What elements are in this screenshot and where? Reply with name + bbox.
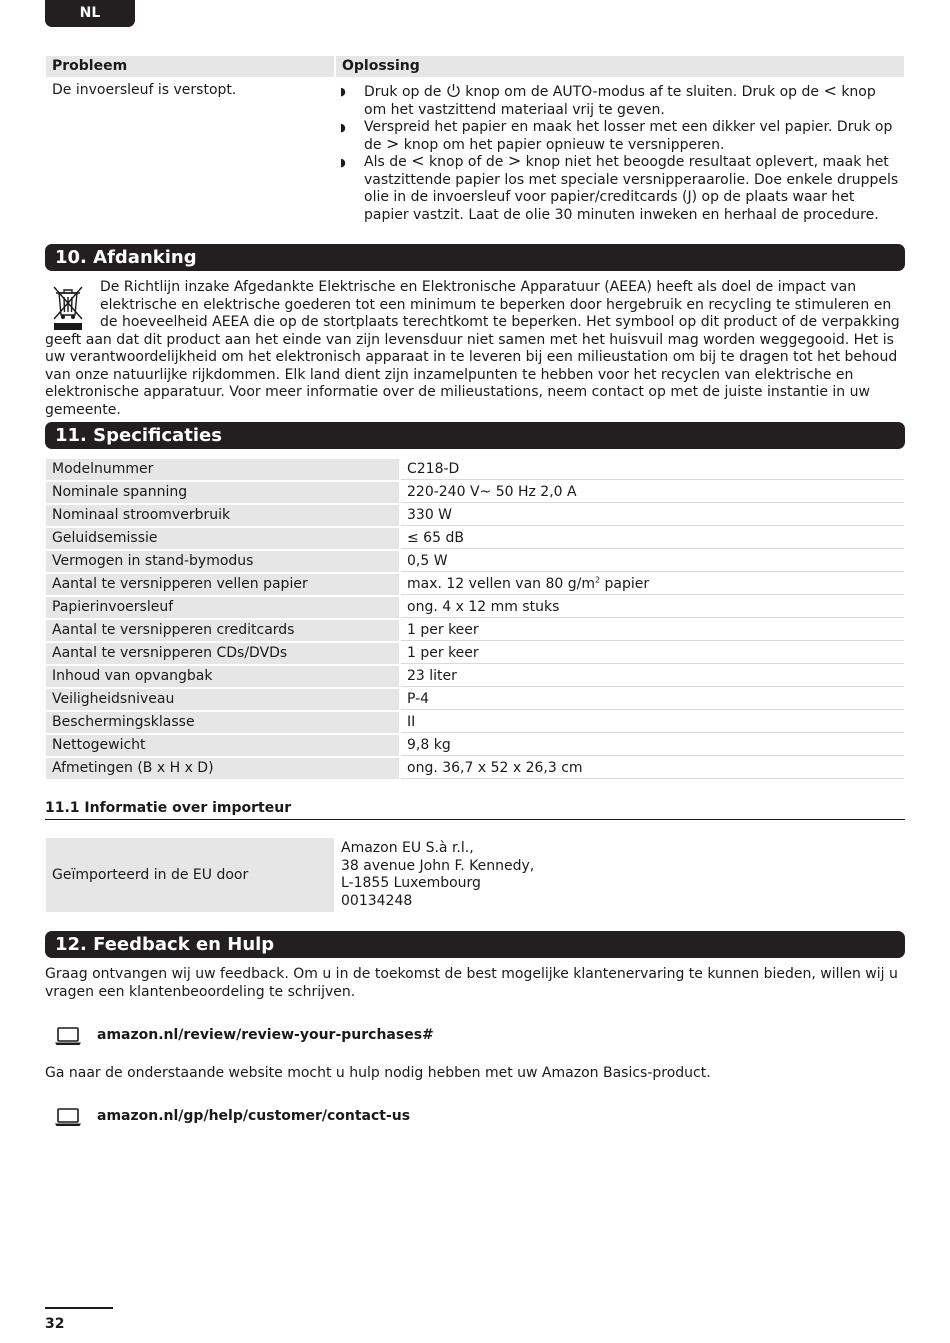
importer-line: 00134248	[341, 892, 413, 909]
problem-cell: De invoersleuf is verstopt.	[52, 82, 237, 98]
help-text: Ga naar de onderstaande website mocht u hulp nodig hebben met uw Amazon Basics-product.	[45, 1065, 711, 1081]
problem-column-header: Probleem	[46, 56, 334, 77]
help-link[interactable]: amazon.nl/gp/help/customer/contact-us	[97, 1108, 411, 1124]
spec-key: Aantal te versnipperen creditcards	[46, 620, 399, 641]
spec-key: Aantal te versnipperen CDs/DVDs	[46, 643, 399, 664]
spec-key: Veiligheidsniveau	[46, 689, 399, 710]
language-tab: NL	[45, 0, 135, 27]
spec-key: Aantal te versnipperen vellen papier	[46, 574, 399, 595]
spec-row	[45, 482, 905, 505]
spec-key: Inhoud van opvangbak	[46, 666, 399, 687]
solution-column-header: Oplossing	[336, 56, 904, 77]
spec-key: Nominale spanning	[46, 482, 399, 503]
forward-arrow-icon: >	[507, 151, 522, 170]
reverse-arrow-icon: <	[411, 151, 425, 170]
power-icon	[446, 83, 461, 98]
spec-row	[45, 643, 905, 666]
spec-row	[45, 689, 905, 712]
feedback-text: Graag ontvangen wij uw feedback. Om u in de toekomst de best mogelijke klantenervaring te kunnen bieden, willen wij u vragen een klantenbeoordeling te schrijven.	[45, 966, 898, 1000]
spec-table	[45, 459, 905, 781]
spec-key: Beschermingsklasse	[46, 712, 399, 733]
spec-value: 23 liter	[401, 666, 904, 687]
spec-value: ong. 4 x 12 mm stuks	[401, 597, 904, 618]
spec-value: II	[401, 712, 904, 733]
footer-rule	[45, 1307, 113, 1309]
solution-item: ◗ Druk op de knop om de AUTO-modus af te sluiten. Druk op de < knop om het vastzittend materiaal vrij te geven.	[340, 81, 876, 118]
solution-list	[340, 83, 900, 224]
disposal-text: De Richtlijn inzake Afgedankte Elektrische en Elektronische Apparatuur (AEEA) heeft als doel de impact van elektrische en elektrische goederen tot een minimum te beperken door hergebruik en recycling te stimuleren en de hoeveelheid AEEA die op de stortplaats terechtkomt te beperken. Het symbool op dit product of de verpakking geeft aan dat dit product aan het einde van zijn levensduur niet samen met het huisvuil mag worden weggegooid. Het is uw verantwoordelijkheid om het elektronisch apparaat in te leveren bij een milieustation om bij te dragen tot het behoud van onze natuurlijke rijkdommen. Elk land dient zijn inzamelpunten te hebben voor het recyclen van elektrische en elektronische apparatuur. Voor meer informatie over de milieustations, neem contact op met de juiste instantie in uw gemeente.	[45, 279, 900, 418]
spec-key: Modelnummer	[46, 459, 399, 480]
spec-row	[45, 735, 905, 758]
importer-heading: 11.1 Informatie over importeur	[45, 800, 905, 820]
spec-row	[45, 459, 905, 482]
importer-key: Geïmporteerd in de EU door	[46, 838, 334, 912]
spec-key: Vermogen in stand-bymodus	[46, 551, 399, 572]
laptop-icon	[54, 1026, 82, 1046]
spec-key: Afmetingen (B x H x D)	[46, 758, 399, 779]
spec-value: max. 12 vellen van 80 $g/m^2$ papier	[401, 574, 904, 595]
spec-value: ≤ 65 dB	[401, 528, 904, 549]
disposal-text-block	[45, 279, 907, 419]
section-title-specs: 11. Specificaties	[45, 422, 905, 449]
importer-address	[341, 840, 741, 910]
spec-value: 0,5 W	[401, 551, 904, 572]
spec-value: ong. 36,7 x 52 x 26,3 cm	[401, 758, 904, 779]
forward-arrow-icon: >	[385, 133, 400, 153]
bullet-icon: ◗	[340, 121, 346, 134]
spec-key: Nominaal stroomverbruik	[46, 505, 399, 526]
review-link[interactable]: amazon.nl/review/review-your-purchases#	[97, 1027, 434, 1043]
spec-row	[45, 574, 905, 597]
section-title-disposal: 10. Afdanking	[45, 244, 905, 271]
spec-value: 1 per keer	[401, 620, 904, 641]
reverse-arrow-icon: <	[823, 81, 837, 100]
spec-row	[45, 620, 905, 643]
spec-row	[45, 597, 905, 620]
spec-value: 1 per keer	[401, 643, 904, 664]
spec-key: Nettogewicht	[46, 735, 399, 756]
importer-line: L-1855 Luxembourg	[341, 875, 481, 891]
spec-row	[45, 551, 905, 574]
page-number: 32	[45, 1316, 65, 1332]
spec-value: 9,8 kg	[401, 735, 904, 756]
spec-row	[45, 528, 905, 551]
solution-item: ◗ Als de < knop of de > knop niet het beoogde resultaat oplevert, maak het vastzittende papier los met speciale versnipperaarolie. Doe enkele druppels olie in de invoersleuf voor papier/creditcards (J) op de plaats waar het papier vastzit. Laat de olie 30 minuten inweken en herhaal de procedure.	[340, 151, 899, 223]
spec-row	[45, 666, 905, 689]
spec-key: Geluidsemissie	[46, 528, 399, 549]
bullet-icon: ◗	[340, 85, 346, 98]
laptop-icon	[54, 1107, 82, 1127]
spec-value: 330 W	[401, 505, 904, 526]
bullet-icon: ◗	[340, 156, 346, 169]
solution-item: ◗ Verspreid het papier en maak het losser met een dikker vel papier. Druk op de > knop om het papier opnieuw te versnipperen.	[340, 119, 893, 153]
spec-value: P-4	[401, 689, 904, 710]
spec-key: Papierinvoersleuf	[46, 597, 399, 618]
spec-value: C218-D	[401, 459, 904, 480]
spec-row	[45, 758, 905, 781]
section-title-feedback: 12. Feedback en Hulp	[45, 931, 905, 958]
spec-value: 220-240 V~ 50 Hz 2,0 A	[401, 482, 904, 503]
spec-row	[45, 712, 905, 735]
importer-line: Amazon EU S.à r.l.,	[341, 840, 474, 856]
spec-row	[45, 505, 905, 528]
importer-line: 38 avenue John F. Kennedy,	[341, 857, 535, 874]
